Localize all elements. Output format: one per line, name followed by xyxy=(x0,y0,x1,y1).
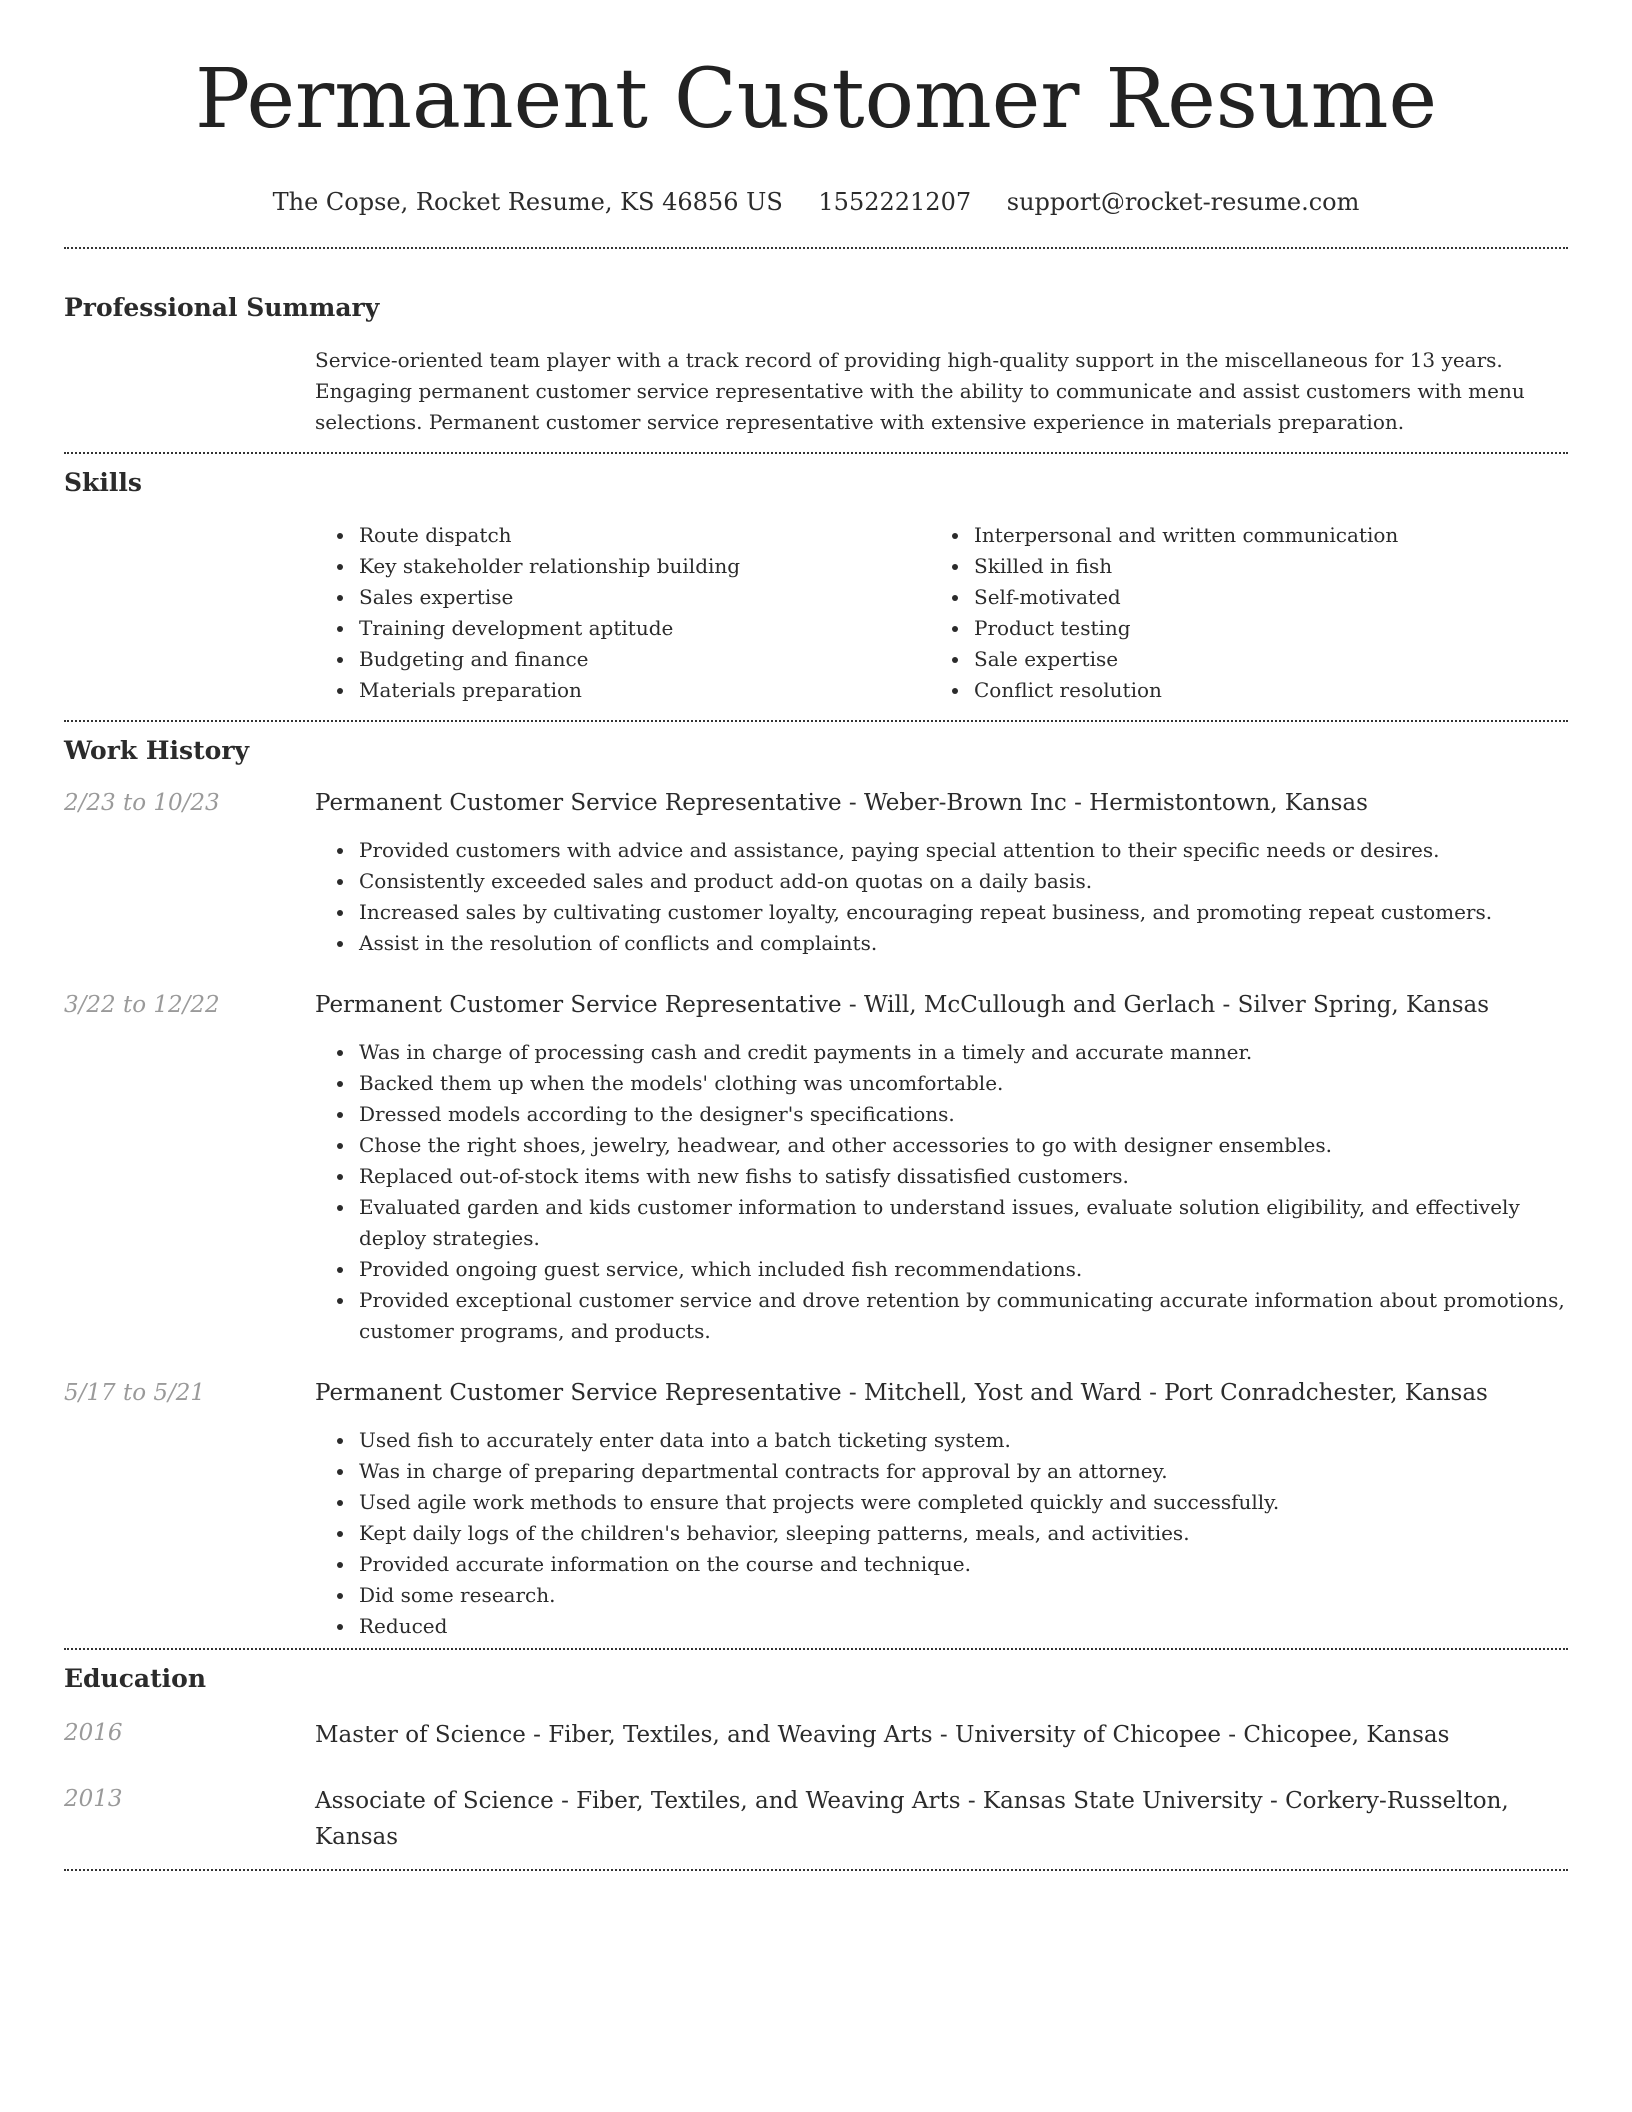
job-body xyxy=(315,1377,1568,1648)
section-divider xyxy=(64,247,1568,249)
skills-title: Skills xyxy=(64,468,142,497)
skills-column-left xyxy=(315,520,930,706)
skill-item: Budgeting and finance xyxy=(315,644,930,675)
job-bullet: Reduced xyxy=(315,1611,1568,1642)
job-dates: 5/17 to 5/21 xyxy=(64,1380,206,1406)
job-bullet: Provided customers with advice and assistance, paying special attention to their specific needs or desires. xyxy=(315,835,1568,866)
job-dates: 2/23 to 10/23 xyxy=(64,790,220,816)
education-entry xyxy=(64,1783,1568,1855)
job-bullet: Provided accurate information on the course and technique. xyxy=(315,1549,1568,1580)
job-bullet: Assist in the resolution of conflicts and complaints. xyxy=(315,928,1568,959)
skills-section xyxy=(315,520,1568,706)
skill-item: Key stakeholder relationship building xyxy=(315,551,930,582)
job-entry xyxy=(64,989,1568,1347)
job-bullet: Provided ongoing guest service, which included fish recommendations. xyxy=(315,1254,1568,1285)
job-bullet: Used agile work methods to ensure that projects were completed quickly and successfully. xyxy=(315,1487,1568,1518)
job-entry xyxy=(64,787,1568,959)
education-entry xyxy=(64,1717,1568,1753)
job-bullet: Kept daily logs of the children's behavior, sleeping patterns, meals, and activities. xyxy=(315,1518,1568,1549)
job-heading: Permanent Customer Service Representative - Will, McCullough and Gerlach - Silver Spring, Kansas xyxy=(315,992,1490,1018)
job-bullet: Consistently exceeded sales and product add-on quotas on a daily basis. xyxy=(315,866,1568,897)
education-body xyxy=(315,1717,1568,1753)
job-body xyxy=(315,787,1568,959)
summary-text: Service-oriented team player with a track record of providing high-quality support in the miscellaneous for 13 years. Engaging permanent customer service representative with the ability to communicate and assist customers with menu selections. Permanent customer service representative with extensive experience in materials preparation. xyxy=(315,348,1525,434)
job-body xyxy=(315,989,1568,1347)
education-year: 2016 xyxy=(64,1720,123,1746)
contact-line xyxy=(64,186,1568,218)
job-bullet: Replaced out-of-stock items with new fishs to satisfy dissatisfied customers. xyxy=(315,1161,1568,1192)
job-bullet: Was in charge of processing cash and credit payments in a timely and accurate manner. xyxy=(315,1037,1568,1068)
job-heading: Permanent Customer Service Representative - Weber-Brown Inc - Hermistontown, Kansas xyxy=(315,790,1368,816)
section-divider xyxy=(64,1648,1568,1650)
job-bullet: Was in charge of preparing departmental contracts for approval by an attorney. xyxy=(315,1456,1568,1487)
job-bullet: Increased sales by cultivating customer loyalty, encouraging repeat business, and promoting repeat customers. xyxy=(315,897,1568,928)
education-body xyxy=(315,1783,1568,1855)
resume-header xyxy=(64,0,1568,218)
education-title: Education xyxy=(64,1664,207,1693)
education-heading: Associate of Science - Fiber, Textiles, and Weaving Arts - Kansas State University - Corkery-Russelton, Kansas xyxy=(315,1788,1509,1850)
skill-item: Materials preparation xyxy=(315,675,930,706)
job-bullet: Evaluated garden and kids customer information to understand issues, evaluate solution eligibility, and effectively deploy strategies. xyxy=(315,1192,1568,1254)
skill-item: Training development aptitude xyxy=(315,613,930,644)
job-bullet: Used fish to accurately enter data into a batch ticketing system. xyxy=(315,1425,1568,1456)
contact-address: The Copse, Rocket Resume, KS 46856 US xyxy=(272,188,783,216)
skill-item: Product testing xyxy=(930,613,1545,644)
skills-column-right xyxy=(930,520,1545,706)
job-bullet: Backed them up when the models' clothing was uncomfortable. xyxy=(315,1068,1568,1099)
skill-item: Interpersonal and written communication xyxy=(930,520,1545,551)
contact-phone: 1552221207 xyxy=(818,188,972,216)
skill-item: Sales expertise xyxy=(315,582,930,613)
job-heading: Permanent Customer Service Representative - Mitchell, Yost and Ward - Port Conradchester, Kansas xyxy=(315,1380,1488,1406)
education-heading: Master of Science - Fiber, Textiles, and Weaving Arts - University of Chicopee - Chicopee, Kansas xyxy=(315,1722,1450,1748)
skill-item: Route dispatch xyxy=(315,520,930,551)
work-history-title: Work History xyxy=(64,736,250,765)
summary-section xyxy=(315,345,1568,438)
summary-title: Professional Summary xyxy=(64,293,380,322)
job-bullet: Provided exceptional customer service and drove retention by communicating accurate information about promotions, customer programs, and products. xyxy=(315,1285,1568,1347)
job-entry xyxy=(64,1377,1568,1648)
skill-item: Sale expertise xyxy=(930,644,1545,675)
job-bullet: Dressed models according to the designer's specifications. xyxy=(315,1099,1568,1130)
section-divider xyxy=(64,1869,1568,1871)
resume-page xyxy=(64,0,1568,1871)
contact-email: support@rocket-resume.com xyxy=(1006,188,1360,216)
skill-item: Conflict resolution xyxy=(930,675,1545,706)
skill-item: Skilled in fish xyxy=(930,551,1545,582)
section-divider xyxy=(64,720,1568,722)
job-bullet: Chose the right shoes, jewelry, headwear, and other accessories to go with designer ensembles. xyxy=(315,1130,1568,1161)
job-bullet: Did some research. xyxy=(315,1580,1568,1611)
skill-item: Self-motivated xyxy=(930,582,1545,613)
education-year: 2013 xyxy=(64,1786,123,1812)
candidate-name: Permanent Customer Resume xyxy=(195,52,1437,147)
section-divider xyxy=(64,452,1568,454)
job-dates: 3/22 to 12/22 xyxy=(64,992,220,1018)
